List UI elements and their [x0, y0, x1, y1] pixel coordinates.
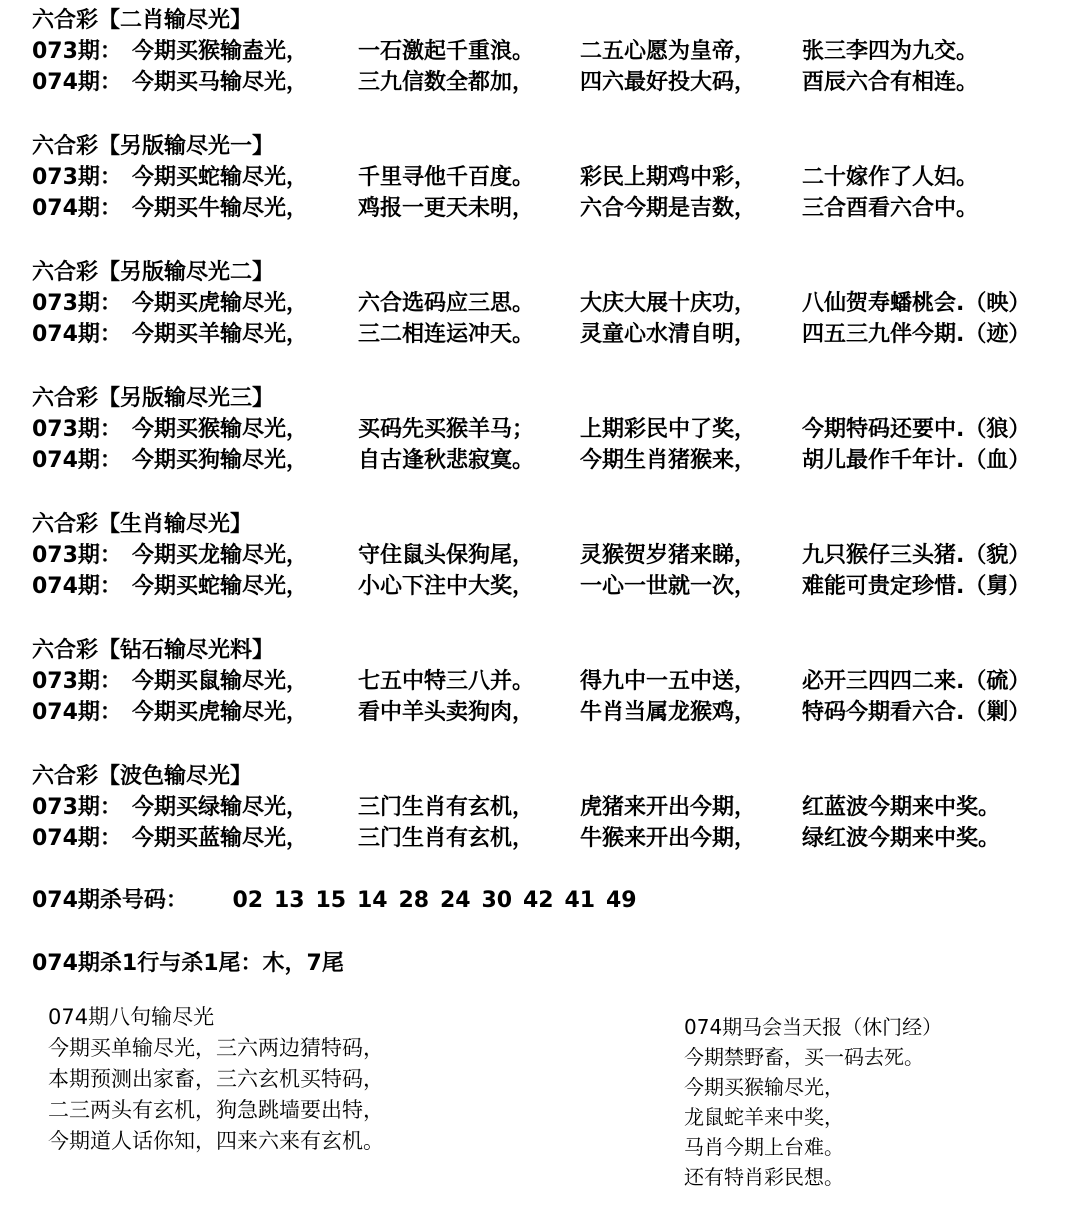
- poem-left-line: 今期道人话你知，四来六来有玄机。: [48, 1129, 384, 1153]
- issue-label: 073期：: [32, 165, 122, 190]
- verse-phrase: 今期买羊输尽光，: [132, 322, 309, 347]
- kill-number: 30: [481, 888, 513, 913]
- verse-phrase: 灵童心水清自明，: [580, 322, 757, 347]
- verse-phrase: 张三李四为九交。: [802, 39, 979, 64]
- verse-phrase: 二十嫁作了人妇。: [802, 165, 979, 190]
- poem-right-line: 龙鼠蛇羊来中奖，: [684, 1105, 844, 1129]
- verse-phrase: 牛肖当属龙猴鸡，: [580, 700, 757, 725]
- verse-phrase: 今期买蛇输尽光，: [132, 574, 309, 599]
- verse-phrase: 买码先买猴羊马；: [358, 417, 535, 442]
- verse-phrase: 今期买鼠输尽光，: [132, 669, 309, 694]
- poem-right-line: 马肖今期上台难。: [684, 1135, 844, 1159]
- verse-phrase: 今期买马输尽光，: [132, 70, 309, 95]
- verse-phrase: 上期彩民中了奖，: [580, 417, 757, 442]
- poem-right-line: 今期买猴输尽光，: [684, 1075, 844, 1099]
- verse-phrase: 今期生肖猪猴来，: [580, 448, 757, 473]
- issue-label: 074期：: [32, 448, 122, 473]
- verse-phrase: 七五中特三八并。: [358, 669, 535, 694]
- verse-phrase: 三九信数全都加，: [358, 70, 535, 95]
- verse-phrase: 三二相连运冲天。: [358, 322, 535, 347]
- verse-phrase: 虎猪来开出今期，: [580, 795, 757, 820]
- verse-phrase: 六合选码应三思。: [358, 291, 535, 316]
- issue-label: 073期：: [32, 291, 122, 316]
- poem-right-title: 074期马会当天报（休门经）: [684, 1015, 943, 1039]
- kill-number: 49: [605, 888, 637, 913]
- verse-phrase: 守住鼠头保狗尾，: [358, 543, 535, 568]
- verse-phrase: 九只猴仔三头猪.（貌）: [802, 543, 1031, 568]
- verse-phrase: 特码今期看六合.（剿）: [802, 700, 1031, 725]
- poem-left-line: 本期预测出家畜，三六玄机买特码，: [48, 1067, 384, 1091]
- verse-phrase: 今期买蓝输尽光，: [132, 826, 309, 851]
- issue-label: 073期：: [32, 417, 122, 442]
- issue-label: 074期：: [32, 70, 122, 95]
- kill-row-tail-line: 074期杀1行与杀1尾：木，7尾: [32, 951, 344, 976]
- poem-left: [48, 1002, 384, 1157]
- verse-phrase: 今期买绿输尽光，: [132, 795, 309, 820]
- verse-phrase: 今期买狗输尽光，: [132, 448, 309, 473]
- verse-phrase: 今期买猴输尽光，: [132, 417, 309, 442]
- verse-phrase: 八仙贺寿蟠桃会.（映）: [802, 291, 1031, 316]
- verse-phrase: 千里寻他千百度。: [358, 165, 535, 190]
- verse-phrase: 四六最好投大码，: [580, 70, 757, 95]
- verse-phrase: 小心下注中大奖，: [358, 574, 535, 599]
- verse-phrase: 牛猴来开出今期，: [580, 826, 757, 851]
- verse-phrase: 今期买蛇输尽光，: [132, 165, 309, 190]
- poem-right: [684, 1012, 942, 1192]
- verse-phrase: 绿红波今期来中奖。: [802, 826, 1001, 851]
- section-title: 六合彩【钻石输尽光料】: [32, 638, 275, 663]
- verse-phrase: 大庆大展十庆功，: [580, 291, 757, 316]
- issue-label: 073期：: [32, 669, 122, 694]
- section-title: 六合彩【二肖输尽光】: [32, 8, 253, 33]
- verse-phrase: 三门生肖有玄机，: [358, 826, 535, 851]
- verse-phrase: 自古逢秋悲寂寞。: [358, 448, 535, 473]
- issue-label: 073期：: [32, 543, 122, 568]
- kill-number: 15: [315, 888, 347, 913]
- verse-phrase: 酉辰六合有相连。: [802, 70, 979, 95]
- issue-label: 073期：: [32, 39, 122, 64]
- kill-number: 28: [398, 888, 430, 913]
- section-title: 六合彩【另版输尽光一】: [32, 134, 275, 159]
- kill-number: 41: [564, 888, 596, 913]
- section-title: 六合彩【波色输尽光】: [32, 764, 253, 789]
- verse-phrase: 今期买虎输尽光，: [132, 700, 309, 725]
- verse-phrase: 三门生肖有玄机，: [358, 795, 535, 820]
- kill-number: 42: [522, 888, 554, 913]
- poem-right-line: 还有特肖彩民想。: [684, 1165, 844, 1189]
- issue-label: 074期：: [32, 826, 122, 851]
- verse-phrase: 一心一世就一次，: [580, 574, 757, 599]
- issue-label: 074期：: [32, 196, 122, 221]
- kill-number: 24: [439, 888, 471, 913]
- verse-phrase: 今期买龙输尽光，: [132, 543, 309, 568]
- verse-phrase: 必开三四四二来.（硫）: [802, 669, 1031, 694]
- verse-phrase: 二五心愿为皇帝，: [580, 39, 757, 64]
- verse-phrase: 六合今期是吉数，: [580, 196, 757, 221]
- verse-phrase: 鸡报一更天未明，: [358, 196, 535, 221]
- verse-phrase: 今期买猴输盍光，: [132, 39, 309, 64]
- verse-phrase: 胡儿最作千年计.（血）: [802, 448, 1031, 473]
- verse-phrase: 灵猴贺岁猪来睇，: [580, 543, 757, 568]
- section-title: 六合彩【另版输尽光二】: [32, 260, 275, 285]
- issue-label: 074期：: [32, 700, 122, 725]
- issue-label: 073期：: [32, 795, 122, 820]
- verse-phrase: 得九中一五中送，: [580, 669, 757, 694]
- poem-left-line: 今期买单输尽光，三六两边猜特码，: [48, 1036, 384, 1060]
- kill-number: 14: [356, 888, 388, 913]
- poem-left-title: 074期八句输尽光: [48, 1005, 215, 1029]
- verse-phrase: 今期买虎输尽光，: [132, 291, 309, 316]
- issue-label: 074期：: [32, 574, 122, 599]
- verse-phrase: 彩民上期鸡中彩，: [580, 165, 757, 190]
- verse-phrase: 难能可贵定珍惜.（舅）: [802, 574, 1031, 599]
- verse-phrase: 今期买牛输尽光，: [132, 196, 309, 221]
- poem-right-line: 今期禁野畜，买一码去死。: [684, 1045, 924, 1069]
- kill-numbers-label: 074期杀号码：: [32, 888, 188, 913]
- verse-phrase: 看中羊头卖狗肉，: [358, 700, 535, 725]
- kill-number: 13: [273, 888, 305, 913]
- verse-phrase: 一石激起千重浪。: [358, 39, 535, 64]
- verse-phrase: 三合酉看六合中。: [802, 196, 979, 221]
- issue-label: 074期：: [32, 322, 122, 347]
- section-title: 六合彩【生肖输尽光】: [32, 512, 253, 537]
- verse-phrase: 红蓝波今期来中奖。: [802, 795, 1001, 820]
- kill-number: 02: [232, 888, 264, 913]
- section-title: 六合彩【另版输尽光三】: [32, 386, 275, 411]
- verse-phrase: 今期特码还要中.（狼）: [802, 417, 1031, 442]
- poem-left-line: 二三两头有玄机，狗急跳墙要出特，: [48, 1098, 384, 1122]
- verse-phrase: 四五三九伴今期.（迹）: [802, 322, 1031, 347]
